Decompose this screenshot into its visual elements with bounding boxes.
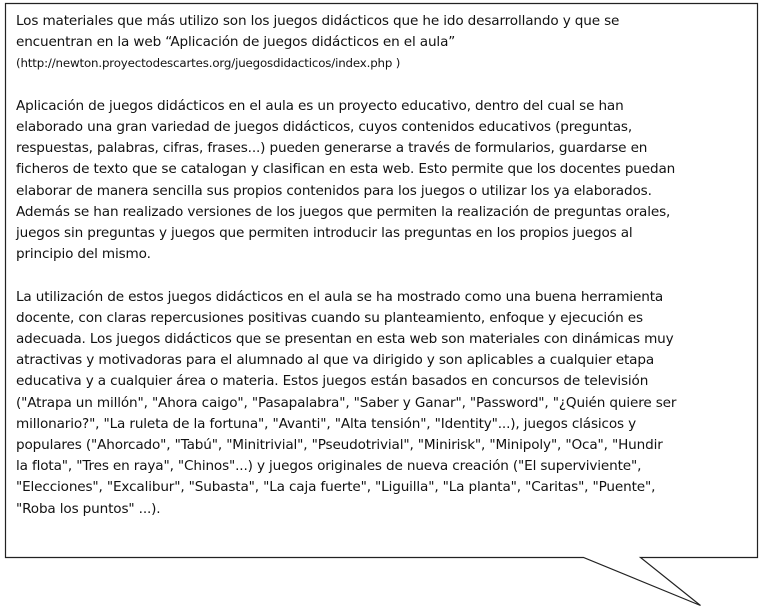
paragraph-games-usage: La utilización de estos juegos didácticos en el aula se ha mostrado como una buena herramienta docente, con claras repercusiones positivas cuando su planteamiento, enfoque y ejecución es adecuada. Los juegos didácticos que se presentan en esta web son materiales con dinámicas muy atractivas y motivadoras para el alumnado al que va dirigido y son aplicables a cualquier etapa educativa y a cualquier área o materia. Estos juegos están basados en concursos de televisión ("Atrapa un millón", "Ahora caigo", "Pasapalabra", "Saber y Ganar", "Password", "¿Quién quiere ser millonario?", "La ruleta de la fortuna", "Avanti", "Alta tensión", "Identity"...), juegos clásicos y populares ("Ahorcado", "Tabú", "Minitrivial", "Pseudotrivial", "Minirisk", "Minipoly", "Oca", "Hundir la flota", "Tres en raya", "Chinos"...) y juegos originales de nueva creación ("El superviviente", "Elecciones", "Excalibur", "Subasta", "La caja fuerte", "Liguilla", "La planta", "Caritas", "Puente", "Roba los puntos" ...). bbox=[16, 288, 677, 517]
callout-text bbox=[16, 11, 754, 520]
paragraph-project-description: Aplicación de juegos didácticos en el aula es un proyecto educativo, dentro del cual se han elaborado una gran variedad de juegos didácticos, cuyos contenidos educativos (preguntas, respuestas, palabras, cifras, frases...) pueden generarse a través de formularios, guardarse en ficheros de texto que se catalogan y clasifican en esta web. Esto permite que los docentes puedan elaborar de manera sencilla sus propios contenidos para los juegos o utilizar los ya elaborados. Además se han realizado versiones de los juegos que permiten la realización de preguntas orales, juegos sin preguntas y juegos que permiten introducir las preguntas en los propios juegos al principio del mismo. bbox=[16, 97, 676, 263]
intro-text: Los materiales que más utilizo son los juegos didácticos que he ido desarrollando y que se encuentran en la web “Aplicación de juegos didácticos en el aula” bbox=[16, 13, 620, 51]
paragraph-intro bbox=[16, 11, 754, 75]
website-url: (http://newton.proyectodescartes.org/juegosdidacticos/index.php ) bbox=[16, 56, 401, 71]
